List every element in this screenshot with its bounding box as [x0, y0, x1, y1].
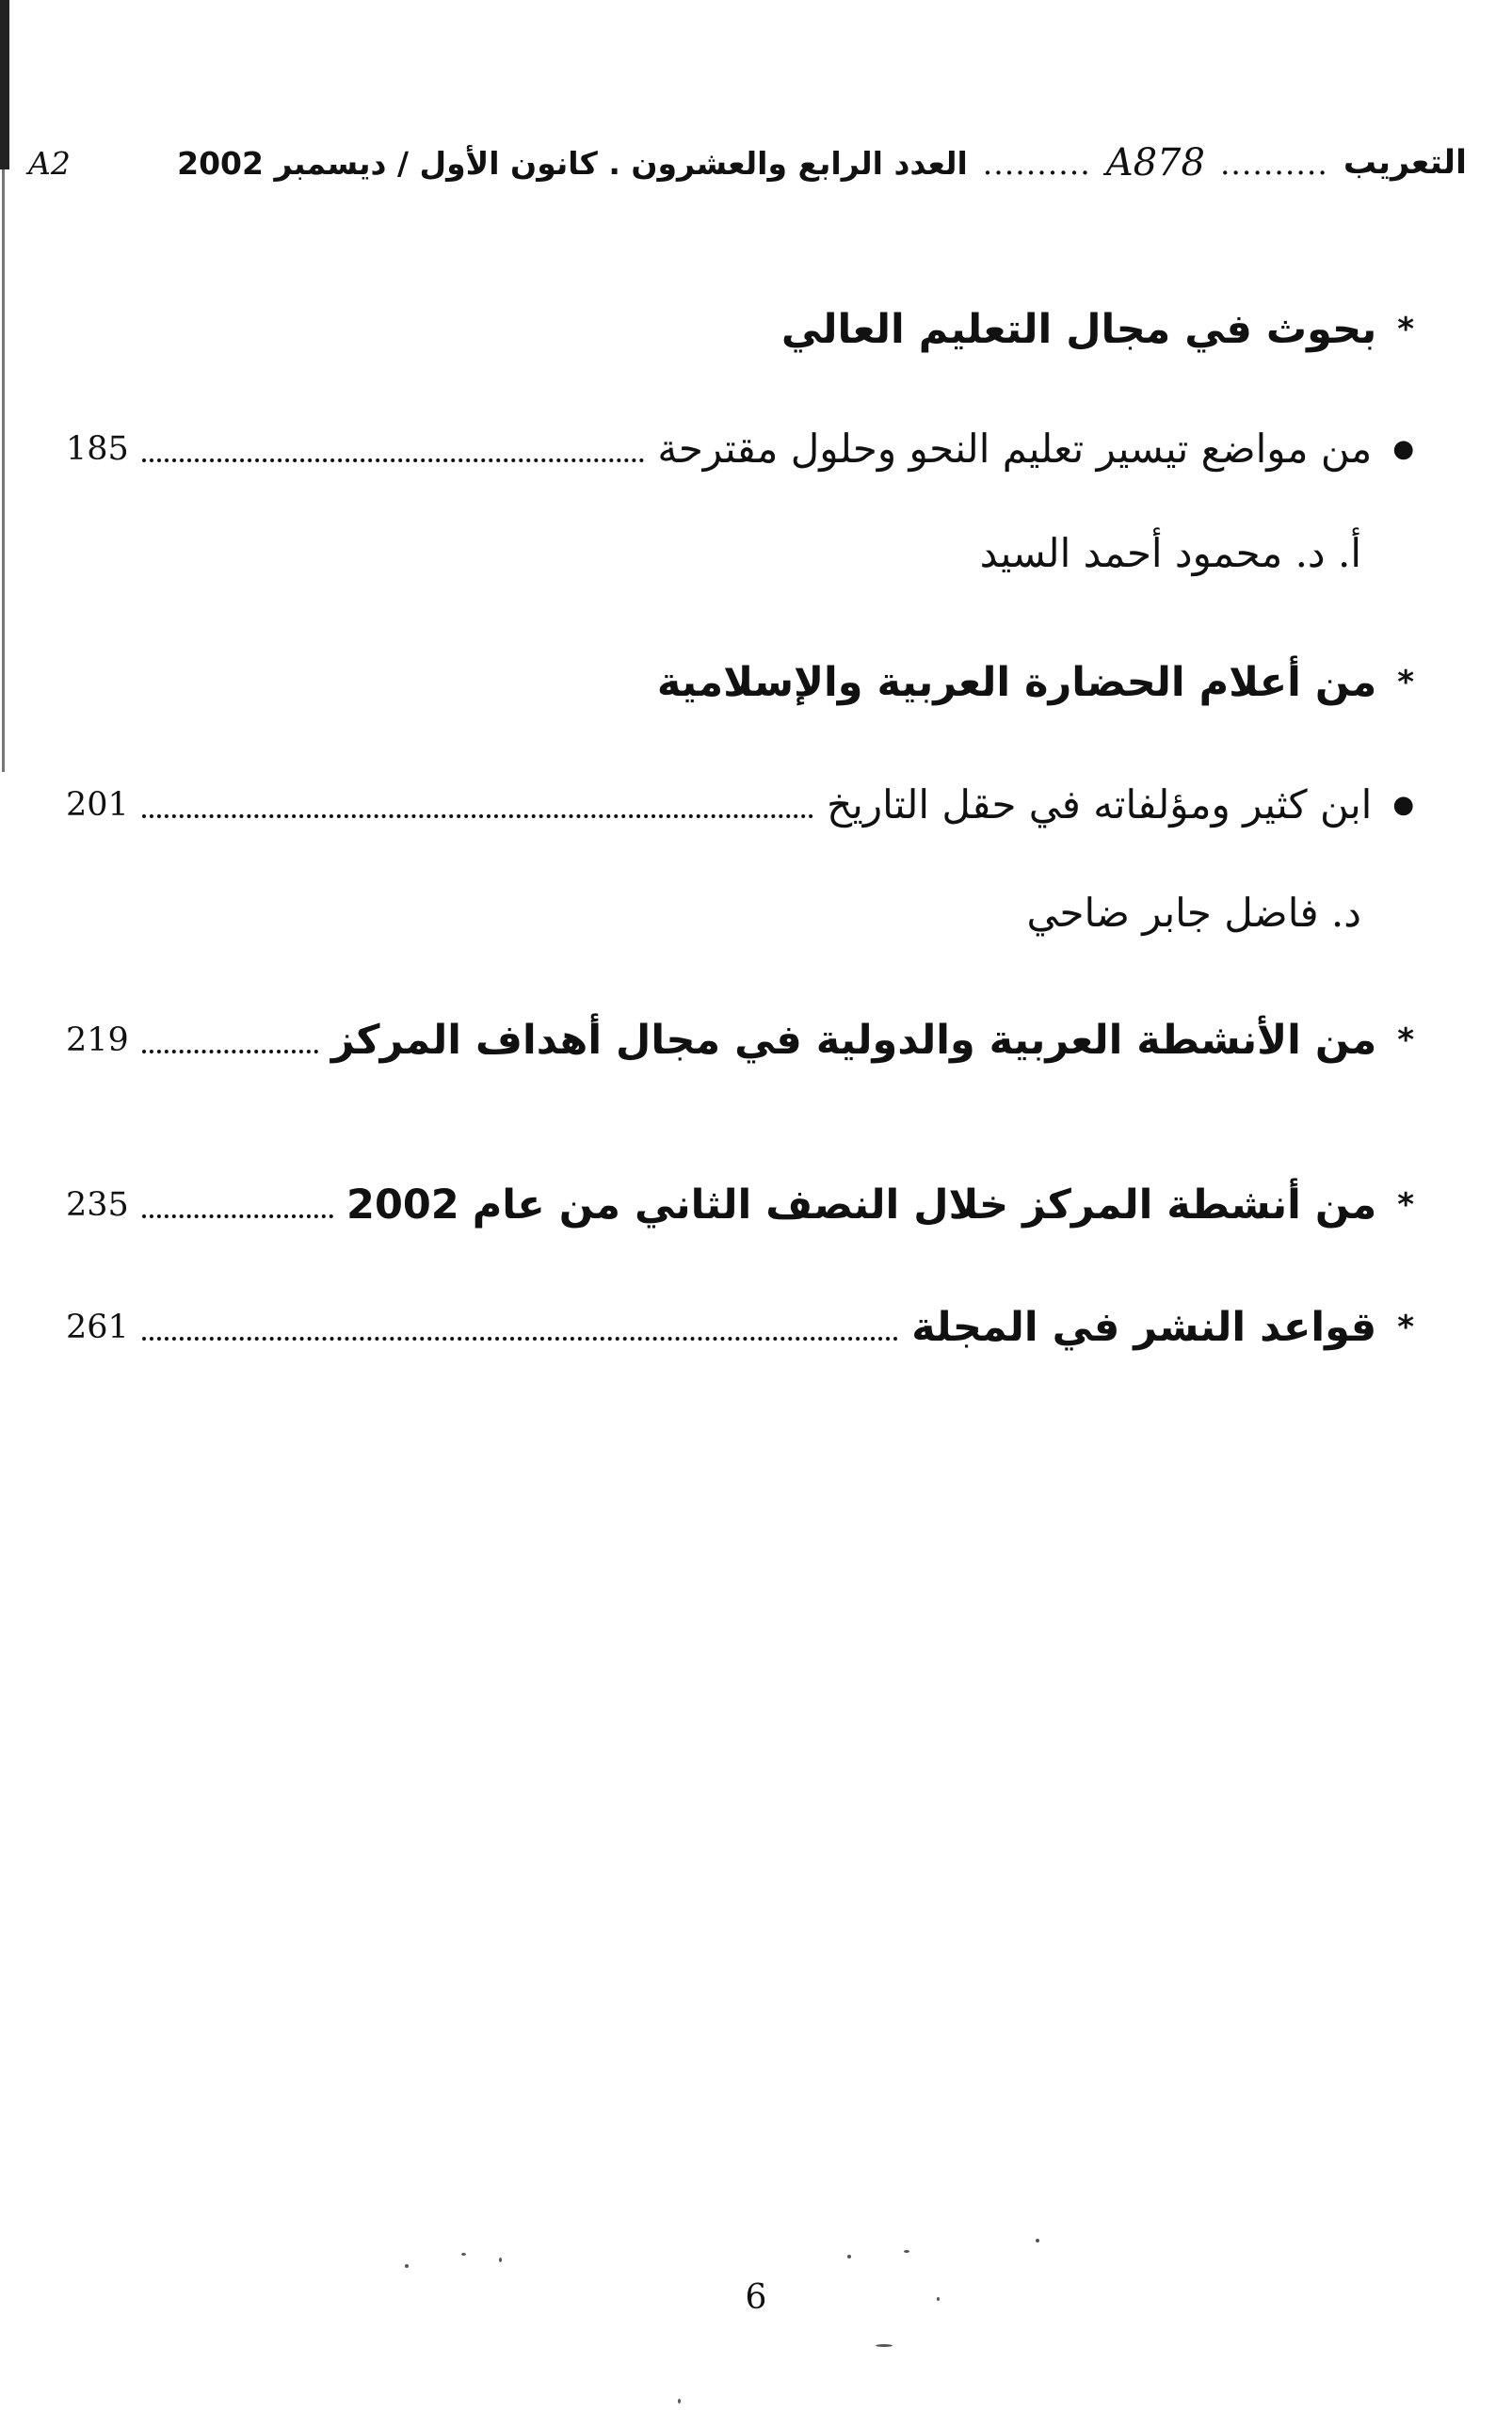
section-heading	[66, 659, 1414, 706]
scan-speck	[876, 2344, 893, 2347]
dot-leader	[142, 1050, 318, 1053]
section-year: 2002	[346, 1181, 459, 1229]
dot-leader	[142, 1214, 333, 1218]
page-ref: 219	[66, 1021, 129, 1059]
bullet-icon: ●	[1392, 790, 1414, 819]
dot-leader	[142, 458, 645, 462]
dot-leader	[142, 814, 813, 818]
entry-author: د. فاضل جابر ضاحي	[1026, 890, 1361, 936]
toc-entry[interactable]	[66, 1181, 1414, 1229]
scan-speck	[904, 2250, 909, 2253]
star-icon: *	[1397, 1021, 1414, 1059]
section-title: من الأنشطة العربية والدولية في مجال أهداف المركز	[330, 1017, 1377, 1064]
bullet-icon: ●	[1392, 434, 1414, 463]
toc-entry[interactable]	[66, 1017, 1414, 1064]
running-header	[28, 130, 1467, 196]
section-title: من أنشطة المركز خلال النصف الثاني من عام	[472, 1181, 1377, 1229]
star-icon: *	[1397, 664, 1414, 701]
scan-speck	[405, 2264, 409, 2268]
scan-speck	[461, 2253, 466, 2256]
header-dots: ..........	[982, 144, 1091, 182]
page-ref: 185	[66, 429, 129, 468]
page-ref: 261	[66, 1309, 129, 1346]
dot-leader	[142, 1337, 898, 1341]
section-title: قواعد النشر في المجلة	[911, 1304, 1377, 1351]
issue-title: العدد الرابع والعشرون . كانون الأول / ديسمبر 2002	[177, 144, 968, 182]
handwritten-note: A2	[28, 144, 71, 182]
scan-speck	[937, 2297, 940, 2301]
star-icon: *	[1397, 1186, 1414, 1224]
entry-author: أ. د. محمود أحمد السيد	[979, 530, 1361, 576]
toc-entry[interactable]	[66, 1304, 1414, 1351]
entry-title: ابن كثير ومؤلفاته في حقل التاريخ	[827, 781, 1373, 828]
star-icon: *	[1397, 1309, 1414, 1346]
journal-name: التعريب	[1343, 144, 1467, 182]
scan-speck	[678, 2399, 681, 2403]
section-title: بحوث في مجال التعليم العالي	[780, 306, 1377, 353]
section-title: من أعلام الحضارة العربية والإسلامية	[656, 659, 1377, 706]
header-dots: ..........	[1219, 144, 1328, 182]
scan-speck	[847, 2255, 851, 2258]
star-icon: *	[1397, 311, 1414, 348]
issue-number: A878	[1105, 141, 1205, 185]
toc-entry[interactable]	[66, 426, 1414, 472]
entry-title: من مواضع تيسير تعليم النحو وحلول مقترحة	[657, 426, 1373, 472]
scan-speck	[499, 2258, 502, 2262]
page-ref: 235	[66, 1186, 129, 1224]
scan-speck	[1036, 2239, 1039, 2242]
section-heading	[66, 306, 1414, 353]
page-ref: 201	[66, 785, 129, 824]
page-number: 6	[745, 2278, 767, 2317]
toc-entry[interactable]	[66, 781, 1414, 828]
